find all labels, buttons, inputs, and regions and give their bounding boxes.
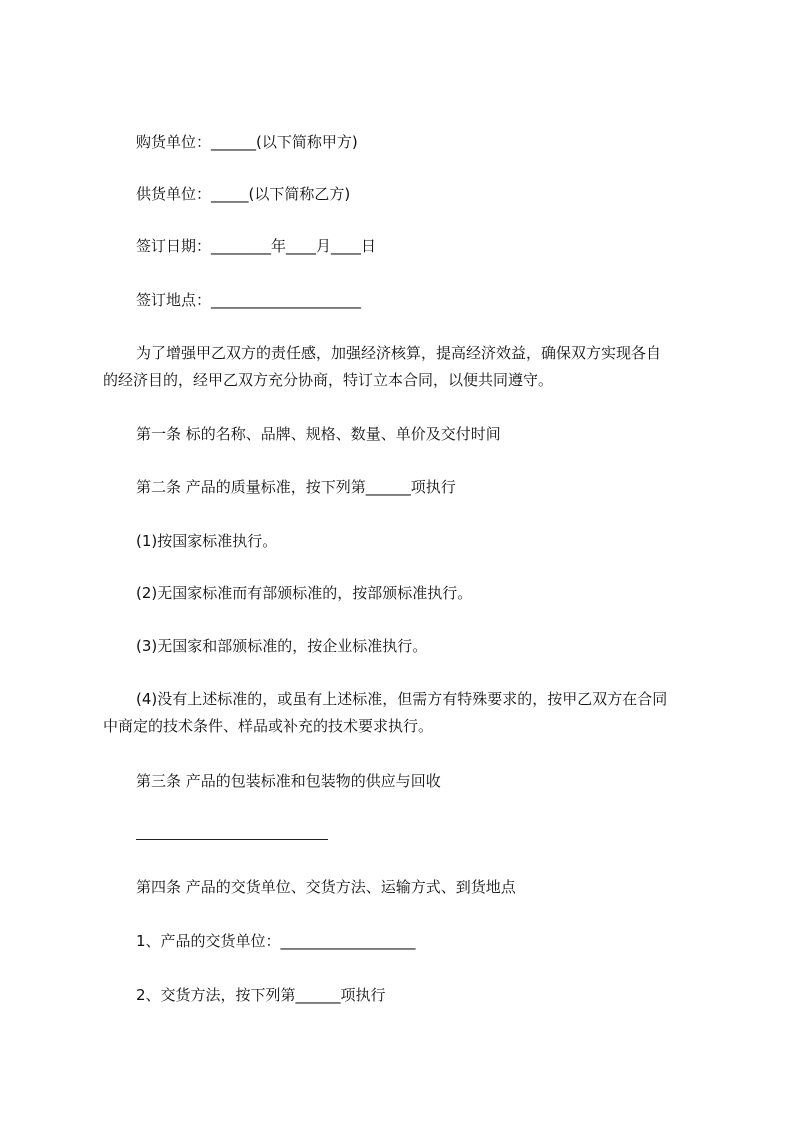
article-2-heading: 第二条 产品的质量标准，按下列第______项执行 (136, 478, 456, 496)
quality-option-4-line-2: 中商定的技术条件、样品或补充的技术要求执行。 (103, 717, 434, 735)
quality-option-4-line-1: (4)没有上述标准的，或虽有上述标准，但需方有特殊要求的，按甲乙双方在合同 (136, 690, 668, 708)
supplier-line: 供货单位：_____(以下简称乙方) (136, 185, 351, 203)
article-1-heading: 第一条 标的名称、品牌、规格、数量、单价及交付时间 (136, 425, 501, 443)
buyer-line: 购货单位：______(以下简称甲方) (136, 133, 358, 151)
quality-option-4 (103, 686, 710, 740)
sign-place-line: 签订地点：____________________ (136, 291, 362, 309)
article-4-heading: 第四条 产品的交货单位、交货方法、运输方式、到货地点 (136, 878, 516, 896)
quality-option-2: (2)无国家标准而有部颁标准的，按部颁标准执行。 (136, 584, 473, 602)
preamble-line-2: 的经济目的，经甲乙双方充分协商，特订立本合同，以便共同遵守。 (103, 371, 554, 389)
preamble-paragraph (103, 340, 710, 394)
packaging-blank-rule (136, 839, 328, 840)
delivery-method-clause: 2、交货方法，按下列第______项执行 (136, 986, 386, 1004)
quality-option-3: (3)无国家和部颁标准的，按企业标准执行。 (136, 637, 428, 655)
sign-date-line: 签订日期：________年____月____日 (136, 237, 377, 255)
preamble-line-1: 为了增强甲乙双方的责任感，加强经济核算，提高经济效益，确保双方实现各自 (136, 344, 662, 362)
article-3-heading: 第三条 产品的包装标准和包装物的供应与回收 (136, 772, 441, 790)
quality-option-1: (1)按国家标准执行。 (136, 532, 278, 550)
delivery-unit-clause: 1、产品的交货单位：__________________ (136, 932, 416, 950)
